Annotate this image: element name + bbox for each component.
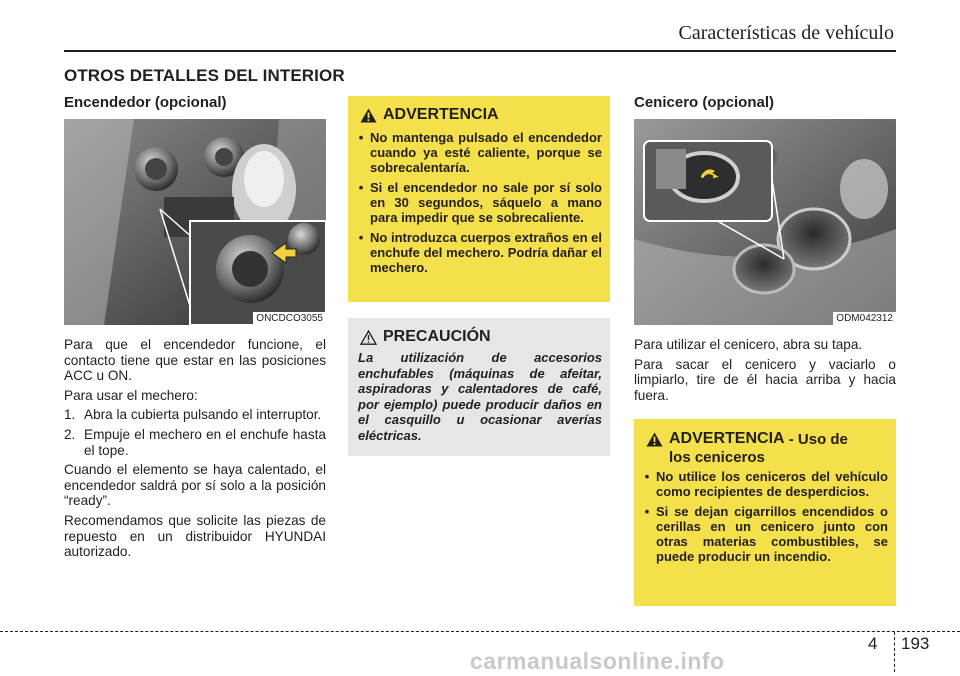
lighter-title: Encendedor (opcional) xyxy=(64,94,227,111)
warning-item: • No utilice los ceniceros del vehículo como recipientes de desperdicios. xyxy=(644,469,888,499)
watermark: carmanualsonline.info xyxy=(470,648,725,674)
warning-item: • No mantenga pulsado el encendedor cuando ya esté caliente, porque se sobrecalentaría. xyxy=(358,130,602,175)
ashtray-warning-list xyxy=(638,469,888,569)
chapter-number: 4 xyxy=(868,634,878,653)
ashtray-title: Cenicero (opcional) xyxy=(634,94,775,111)
header-rule xyxy=(64,50,896,52)
step-number: 2. xyxy=(64,426,76,442)
lighter-warning-box xyxy=(348,96,610,302)
warning-item: • Si el encendedor no sale por sí solo en 30 segundos, sáquelo a mano para impedir que se sobrecaliente. xyxy=(358,180,602,225)
ashtray-illustration xyxy=(634,119,896,325)
ashtray-warning-subtitle: - Uso de xyxy=(784,430,848,448)
caution-triangle-icon xyxy=(360,330,377,345)
ashtray-para-remove: Para sacar el cenicero y vaciarlo o limpiarlo, tire de él hacia arriba y hacia fuera. xyxy=(634,356,896,403)
caution-box xyxy=(348,318,610,456)
warning-item: • No introduzca cuerpos extraños en el enchufe del mechero. Podría dañar el mechero. xyxy=(358,230,602,275)
lighter-photo xyxy=(64,119,326,325)
lighter-step xyxy=(64,427,326,458)
ashtray-warning-box xyxy=(634,419,896,606)
warning-item: • Si se dejan cigarrillos encendidos o cerillas en un cenicero junto con otras materias combustibles, se puede producir un incendio. xyxy=(644,504,888,564)
step-number: 1. xyxy=(64,407,76,423)
lighter-use-heading: Para usar el mechero: xyxy=(64,387,198,403)
lighter-step xyxy=(64,407,326,423)
lighter-recommend: Recomendamos que solicite las piezas de repuesto en un distribuidor HYUNDAI autorizado. xyxy=(64,512,326,560)
warning-list xyxy=(352,130,602,280)
lighter-illustration xyxy=(64,119,326,325)
ashtray-photo xyxy=(634,119,896,325)
warning-header xyxy=(360,106,499,124)
caution-text: La utilización de accesorios enchufables (máquinas de afeitar, aspiradoras y calentadores de café, por ejemplo) puede producir daños en el casquillo u ocasionar averías eléctricas. xyxy=(358,350,602,443)
page-number: 193 xyxy=(901,634,930,653)
step-text: Abra la cubierta pulsando el interruptor. xyxy=(84,407,322,423)
warning-triangle-icon xyxy=(646,432,663,447)
warning-triangle-icon xyxy=(360,108,377,123)
warning-title: ADVERTENCIA xyxy=(383,106,499,123)
section-title: OTROS DETALLES DEL INTERIOR xyxy=(64,66,345,85)
ashtray-warning-subtitle-line2: los ceniceros xyxy=(669,449,765,466)
ashtray-para-open: Para utilizar el cenicero, abra su tapa. xyxy=(634,337,863,352)
ashtray-body xyxy=(634,337,896,407)
running-title: Características de vehículo xyxy=(678,22,894,44)
lighter-intro: Para que el encendedor funcione, el contacto tiene que estar en las posiciones ACC u ON. xyxy=(64,337,326,384)
ashtray-image-caption: ODM042312 xyxy=(833,312,896,325)
lighter-after-heat: Cuando el elemento se haya calentado, el encendedor saldrá por sí solo a la posición “ready”. xyxy=(64,462,326,509)
ashtray-warning-title: ADVERTENCIA xyxy=(669,430,785,447)
step-text: Empuje el mechero en el enchufe hasta el tope. xyxy=(84,426,326,458)
page-number-separator xyxy=(894,632,895,672)
lighter-body xyxy=(64,337,326,564)
lighter-image-caption: ONCDCO3055 xyxy=(253,312,326,325)
ashtray-warning-header xyxy=(646,430,848,466)
caution-header xyxy=(360,328,491,346)
footer-rule xyxy=(0,631,960,632)
caution-title: PRECAUCIÓN xyxy=(383,328,491,345)
